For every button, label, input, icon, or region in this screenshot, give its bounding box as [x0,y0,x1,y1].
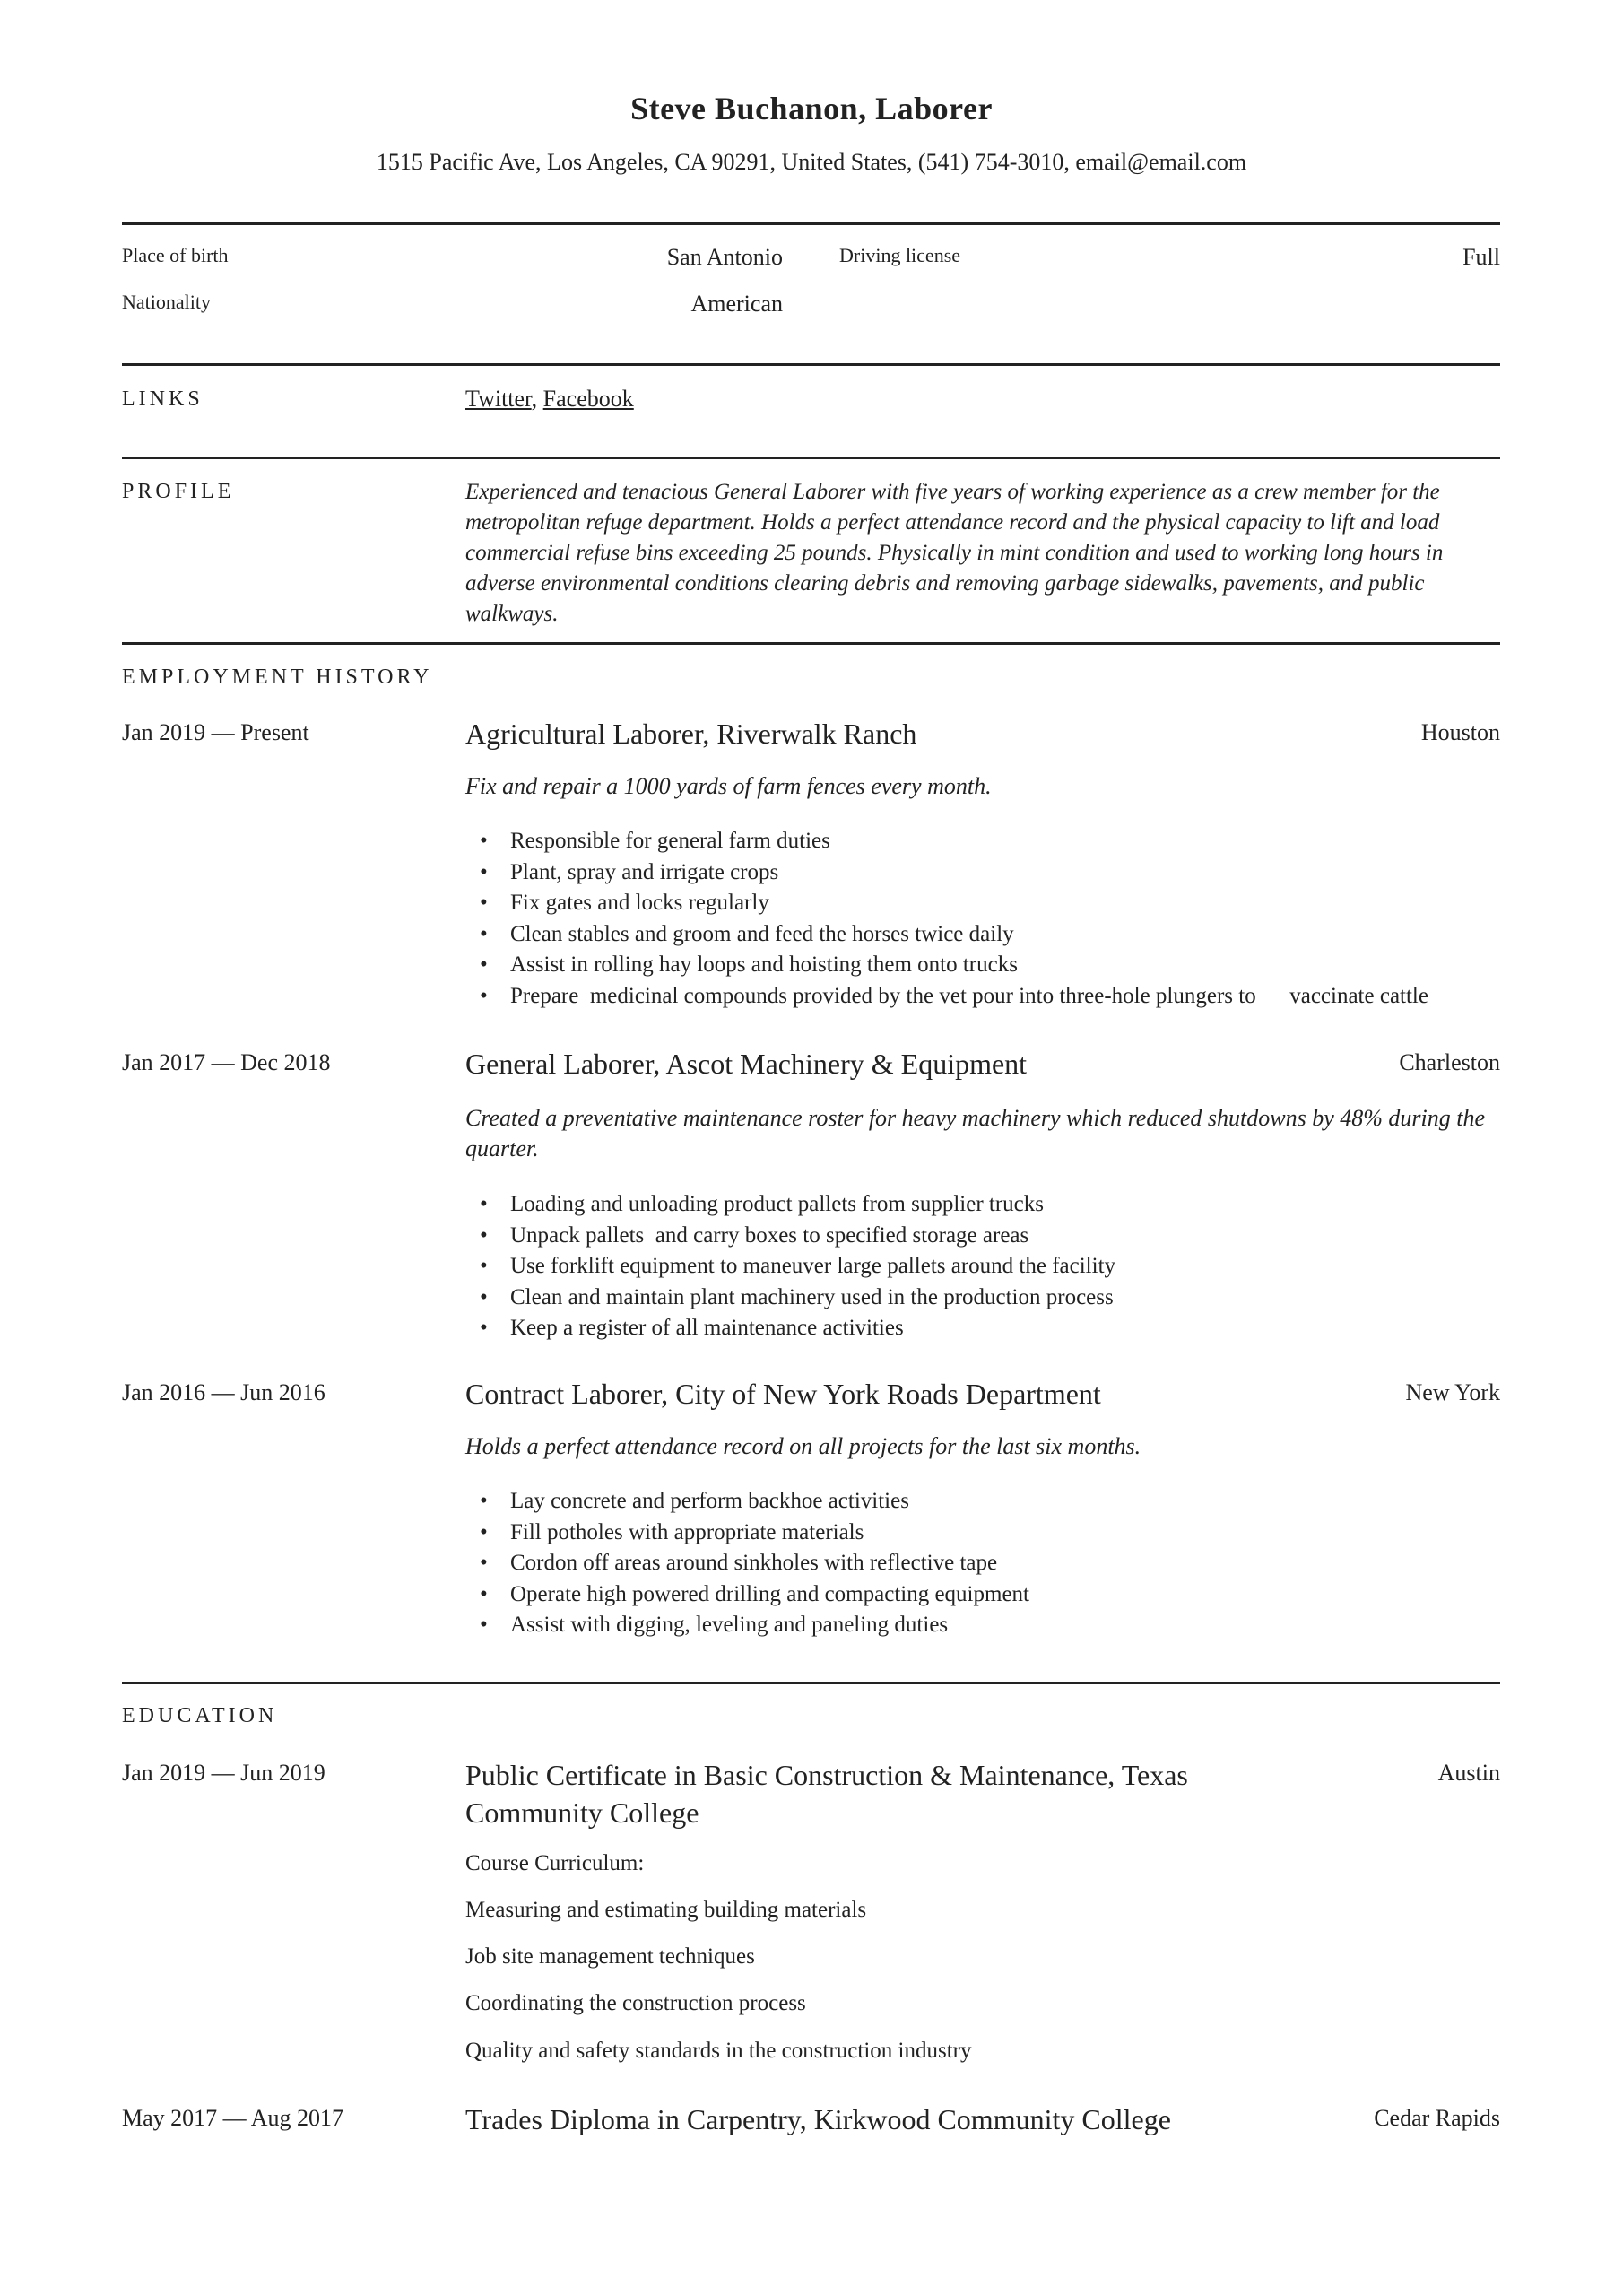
job-duties-list [465,1189,1115,1344]
curriculum-line: Coordinating the construction process [465,1991,806,2015]
job-duties-list [465,826,1428,1012]
education-heading: EDUCATION [122,1704,278,1727]
education-location: Cedar Rapids [1374,2105,1500,2131]
education-title: Trades Diploma in Carpentry, Kirkwood Community College [465,2103,1171,2135]
divider [122,1682,1500,1684]
divider [122,222,1500,225]
list-item: • Loading and unloading product pallets from supplier trucks [465,1189,1115,1221]
list-item: • Fix gates and locks regularly [465,888,1428,919]
list-item: • Responsible for general farm duties [465,826,1428,857]
list-item: • Assist in rolling hay loops and hoisting them onto trucks [465,950,1428,981]
curriculum-line: Quality and safety standards in the construction industry [465,2039,972,2063]
job-summary: Created a preventative maintenance roster for heavy machinery which reduced shutdowns by 48% during the quarter. [465,1105,1486,1161]
job-location: New York [1405,1379,1500,1405]
list-item: • Use forklift equipment to maneuver large pallets around the facility [465,1251,1115,1283]
list-item: • Fill potholes with appropriate materials [465,1518,1029,1549]
candidate-name: Steve Buchanon, Laborer [630,91,993,126]
job-summary: Holds a perfect attendance record on all projects for the last six months. [465,1433,1141,1459]
driving-license-value: Full [1462,244,1500,270]
list-item: • Prepare medicinal compounds provided by the vet pour into three-hole plungers to vaccinate cattle [465,981,1428,1013]
list-item: • Unpack pallets and carry boxes to specified storage areas [465,1221,1115,1252]
job-location: Charleston [1399,1049,1500,1075]
nationality-value: American [690,291,783,317]
job-location: Houston [1420,719,1500,745]
facebook-link[interactable]: Facebook [542,386,634,412]
list-item: • Cordon off areas around sinkholes with reflective tape [465,1548,1029,1579]
divider [122,363,1500,366]
curriculum-line: Measuring and estimating building materials [465,1898,867,1922]
job-duties-list [465,1486,1029,1641]
education-dates: May 2017 — Aug 2017 [122,2105,343,2131]
curriculum-line: Job site management techniques [465,1944,755,1969]
profile-heading: PROFILE [122,480,235,503]
list-item: • Assist with digging, leveling and paneling duties [465,1610,1029,1641]
job-title: Agricultural Laborer, Riverwalk Ranch [465,718,917,750]
job-summary: Fix and repair a 1000 yards of farm fences every month. [465,773,992,799]
job-title: General Laborer, Ascot Machinery & Equipment [465,1048,1028,1080]
list-item: • Keep a register of all maintenance activities [465,1313,1115,1344]
divider [122,642,1500,645]
education-dates: Jan 2019 — Jun 2019 [122,1760,325,1786]
job-dates: Jan 2019 — Present [122,719,309,745]
job-title: Contract Laborer, City of New York Roads Department [465,1378,1101,1410]
list-item: • Lay concrete and perform backhoe activities [465,1486,1029,1518]
divider [122,457,1500,459]
profile-summary: Experienced and tenacious General Laborer with five years of working experience as a crew member for the metropolitan refuge department. Holds a perfect attendance record and the physical capacity to lift and load commercial refuse bins exceeding 25 pounds. Physically in mint condition and used to working long hours in adverse environmental conditions clearing debris and removing garbage sidewalks, pavements, and public walkways. [465,480,1444,626]
curriculum-line: Course Curriculum: [465,1851,645,1875]
links-heading: LINKS [122,387,204,411]
list-item: • Clean and maintain plant machinery used in the production process [465,1283,1115,1314]
place-of-birth-value: San Antonio [666,244,783,270]
links-list [465,386,634,413]
list-item: • Operate high powered drilling and compacting equipment [465,1579,1029,1611]
education-title: Public Certificate in Basic Construction & Maintenance, Texas Community College [465,1759,1188,1829]
job-dates: Jan 2016 — Jun 2016 [122,1379,325,1405]
list-item: • Plant, spray and irrigate crops [465,857,1428,889]
list-item: • Clean stables and groom and feed the horses twice daily [465,919,1428,951]
links-separator: , [531,386,538,412]
education-location: Austin [1437,1760,1500,1786]
driving-license-label: Driving license [839,244,961,266]
twitter-link[interactable]: Twitter [465,386,532,412]
employment-heading: EMPLOYMENT HISTORY [122,665,433,689]
job-dates: Jan 2017 — Dec 2018 [122,1049,331,1075]
place-of-birth-label: Place of birth [122,244,229,266]
nationality-label: Nationality [122,291,211,313]
contact-line: 1515 Pacific Ave, Los Angeles, CA 90291, United States, (541) 754-3010, email@email.com [376,149,1247,175]
